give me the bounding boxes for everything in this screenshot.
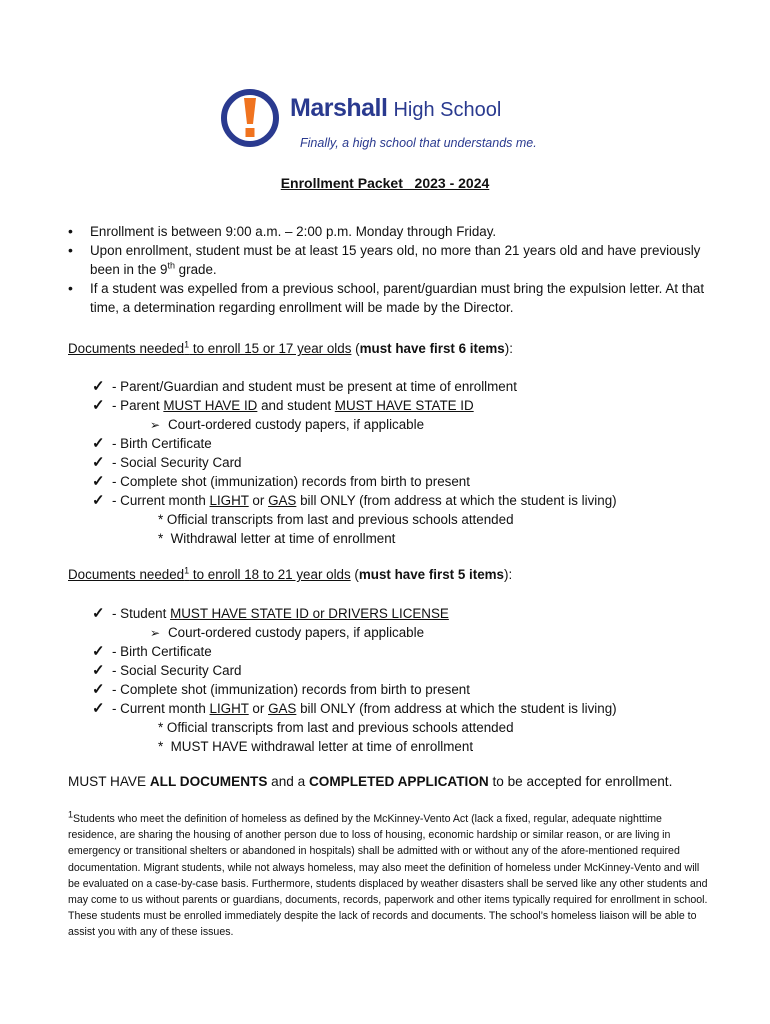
section1-heading-b: to enroll 15 or 17 year olds [189, 341, 352, 356]
section1-heading-bold: must have first 6 items [359, 341, 505, 356]
item-text: - Complete shot (immunization) records from birth to present [112, 682, 470, 697]
list-item: • Upon enrollment, student must be at least 15 years old, no more than 21 years old and have previously been in the 9th grade. [66, 241, 716, 279]
list-item [92, 737, 692, 756]
item-text: and student [257, 398, 335, 413]
list-item [92, 661, 692, 680]
item-text: * Official transcripts from last and previous schools attended [158, 720, 514, 735]
list-item [92, 680, 692, 699]
section1-heading-c: ( [351, 341, 360, 356]
list-item [66, 222, 716, 241]
must-text-d: COMPLETED APPLICATION [308, 774, 489, 789]
item-text: - Social Security Card [112, 455, 242, 470]
checkmark-icon: ✓ [92, 454, 105, 471]
item-underlined: MUST HAVE STATE ID [334, 398, 474, 413]
item-underlined: LIGHT [209, 701, 249, 716]
logo-name-bold: Marshall [290, 94, 388, 122]
section1-heading-d: ): [504, 341, 513, 356]
section1-heading-a: Documents needed [68, 341, 185, 356]
section1-checklist [92, 377, 692, 548]
section1-heading-label [68, 341, 351, 356]
footnote-ref: 1 [184, 565, 190, 576]
section2-heading-c: ( [350, 567, 359, 582]
item-text: bill ONLY (from address at which the student is living) [296, 493, 617, 508]
item-text: or [248, 493, 269, 508]
list-item [92, 377, 692, 396]
section2-heading-bold: must have first 5 items [358, 567, 504, 582]
item-text: Court-ordered custody papers, if applicable [168, 625, 425, 640]
section2-heading [68, 567, 512, 582]
section2-heading-b: to enroll 18 to 21 year olds [189, 567, 351, 582]
item-text: * Withdrawal letter at time of enrollment [158, 531, 396, 546]
item-text: * MUST HAVE withdrawal letter at time of enrollment [158, 739, 474, 754]
item-text: - Birth Certificate [112, 436, 212, 451]
school-logo [220, 88, 580, 154]
item-underlined: LIGHT [209, 493, 249, 508]
checkmark-icon: ✓ [92, 700, 105, 717]
section2-heading-a: Documents needed [68, 567, 185, 582]
list-item [92, 642, 692, 661]
checkmark-icon: ✓ [92, 473, 105, 490]
item-underlined: MUST HAVE STATE ID or DRIVERS LICENSE [170, 606, 449, 621]
must-text-e: to be accepted for enrollment. [488, 774, 673, 789]
checkmark-icon: ✓ [92, 643, 105, 660]
item-text: - Social Security Card [112, 663, 242, 678]
list-item [92, 718, 692, 737]
list-item [92, 604, 692, 623]
requirement-statement [68, 774, 672, 789]
checkmark-icon: ✓ [92, 435, 105, 452]
item-text: - Current month [112, 701, 210, 716]
intro-bullet-list [66, 222, 716, 317]
bullet-text: Enrollment is between 9:00 a.m. – 2:00 p.m. Monday through Friday. [90, 224, 497, 239]
logo-exclamation-icon [220, 88, 280, 148]
section2-heading-d: ): [504, 567, 513, 582]
list-item [66, 279, 716, 317]
list-item [92, 510, 692, 529]
page-title-text: Enrollment Packet 2023 - 2024 [280, 175, 490, 191]
item-text: Court-ordered custody papers, if applicable [168, 417, 425, 432]
list-item [92, 472, 692, 491]
checkmark-icon: ✓ [92, 397, 105, 414]
item-text: - Current month [112, 493, 210, 508]
list-item [92, 529, 692, 548]
section1-heading [68, 341, 513, 356]
list-item [92, 434, 692, 453]
list-item [92, 699, 692, 718]
list-item [92, 396, 692, 415]
footnote-mark: 1 [68, 809, 74, 820]
must-text-b: ALL DOCUMENTS [149, 774, 268, 789]
item-text: - Parent [112, 398, 164, 413]
section2-checklist [92, 604, 692, 756]
footnote [68, 811, 708, 941]
item-text: - Student [112, 606, 171, 621]
page-title [0, 175, 770, 191]
checkmark-icon: ✓ [92, 681, 105, 698]
arrowhead-icon: ➢ [150, 626, 161, 640]
item-text: - Parent/Guardian and student must be present at time of enrollment [112, 379, 517, 394]
list-item [92, 453, 692, 472]
item-text: or [248, 701, 269, 716]
logo-name-light: High School [393, 99, 502, 121]
must-text-a: MUST HAVE [68, 774, 150, 789]
checkmark-icon: ✓ [92, 662, 105, 679]
arrowhead-icon: ➢ [150, 418, 161, 432]
footnote-ref: 1 [184, 339, 190, 350]
section2-heading-label [68, 567, 351, 582]
bullet-text: If a student was expelled from a previous school, parent/guardian must bring the expulsion letter. At that time, a determination regarding enrollment will be made by the Director. [90, 281, 705, 315]
item-underlined: GAS [268, 701, 297, 716]
item-text: - Birth Certificate [112, 644, 212, 659]
must-text-c: and a [267, 774, 309, 789]
list-item [92, 491, 692, 510]
item-text: * Official transcripts from last and previous schools attended [158, 512, 514, 527]
checkmark-icon: ✓ [92, 378, 105, 395]
list-item [92, 415, 692, 434]
logo-wordmark [290, 94, 501, 123]
item-text: - Complete shot (immunization) records from birth to present [112, 474, 470, 489]
checkmark-icon: ✓ [92, 492, 105, 509]
footnote-text: Students who meet the definition of homeless as defined by the McKinney-Vento Act (lack a fixed, regular, adequate nighttime residence, are sharing the housing of another person due to loss of housing, economic hardship or similar reason, or are living in emergency or transitional shelters or abandoned in hospitals) shall be admitted with or without any of the afore-mentioned required documentation. Migrant students, while not always homeless, may also meet the definition of homeless under McKinney-Vento and will be evaluated on a case-by-case basis. Furthermore, students displaced by weather disasters shall be served like any other students and may come to us without parents or guardians, documents, records, paperwork and other items typically required for enrollment in school. These students must be enrolled immediately despite the lack of records and documents. The school’s homeless liaison will be able to assist you with any of these issues. [68, 813, 708, 939]
item-underlined: GAS [268, 493, 297, 508]
checkmark-icon: ✓ [92, 605, 105, 622]
item-underlined: MUST HAVE ID [163, 398, 258, 413]
item-text: bill ONLY (from address at which the student is living) [296, 701, 617, 716]
logo-tagline: Finally, a high school that understands me. [300, 136, 537, 150]
list-item [92, 623, 692, 642]
